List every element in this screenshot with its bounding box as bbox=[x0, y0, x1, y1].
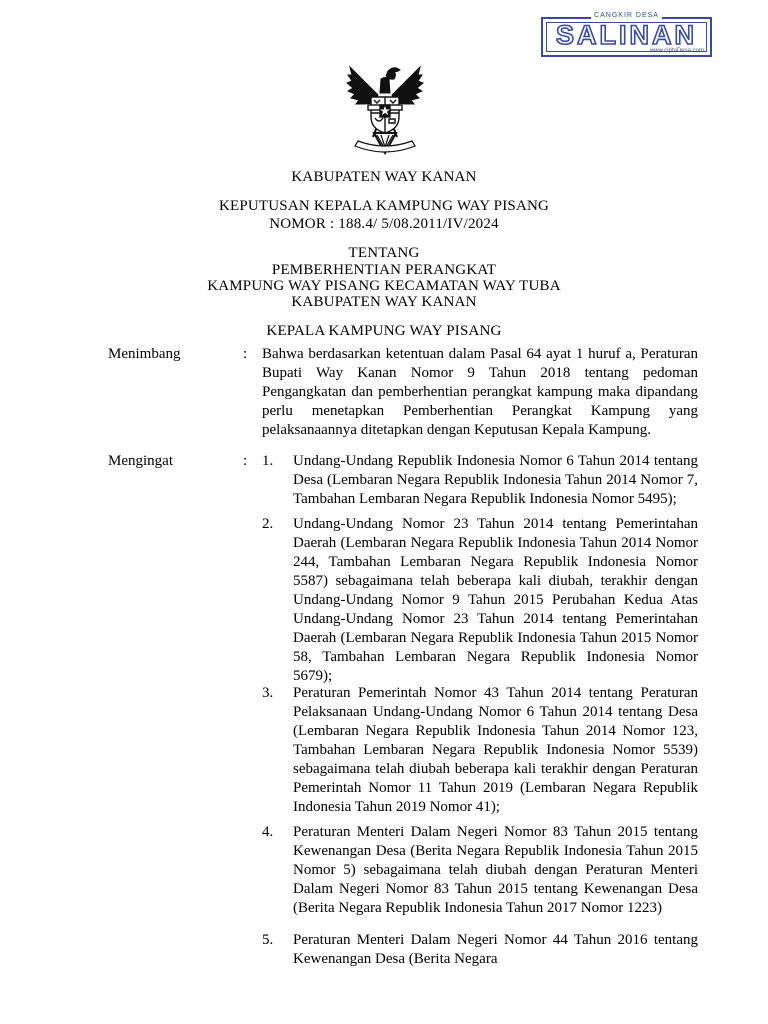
list-item: Peraturan Menteri Dalam Negeri Nomor 44 Tahun 2016 tentang Kewenangan Desa (Berita Negara bbox=[293, 932, 698, 967]
list-item: Undang-Undang Republik Indonesia Nomor 6 Tahun 2014 tentang Desa (Lembaran Negara Republik Indonesia Tahun 2014 Nomor 7, Tambahan Lembaran Negara Republik Indonesia Nomor 5495); bbox=[293, 453, 698, 507]
subject-line-1: PEMBERHENTIAN PERANGKAT bbox=[271, 262, 497, 278]
list-item: Peraturan Menteri Dalam Negeri Nomor 83 Tahun 2015 tentang Kewenangan Desa (Berita Negara Republik Indonesia Tahun 2015 Nomor 5) sebagaimana telah diubah dengan Peraturan Menteri Dalam Negeri Nomor 83 Tahun 2015 tentang Kewenangan Desa (Berita Negara Republik Indonesia Tahun 2017 Nomor 1223) bbox=[293, 824, 698, 916]
list-item-number: 1. bbox=[262, 453, 274, 469]
regency-title: KABUPATEN WAY KANAN bbox=[291, 169, 477, 185]
list-item-number: 5. bbox=[262, 932, 274, 948]
subject-line-2: KAMPUNG WAY PISANG KECAMATAN WAY TUBA bbox=[207, 278, 561, 294]
list-item: Undang-Undang Nomor 23 Tahun 2014 tentang Pemerintahan Daerah (Lembaran Negara Republik Indonesia Tahun 2014 Nomor 244, Tambahan Lembaran Negara Republik Indonesia Nomor 5587) sebagaimana telah beberapa kali diubah, terakhir dengan Undang-Undang Nomor 9 Tahun 2015 Perubahan Kedua Atas Undang-Undang Nomor 23 Tahun 2014 tentang Pemerintahan Daerah (Lembaran Negara Republik Indonesia Tahun 2015 Nomor 58, Tambahan Lembaran Negara Republik Indonesia Nomor 5679); bbox=[293, 516, 698, 684]
subject-line-3: KABUPATEN WAY KANAN bbox=[291, 294, 477, 310]
stamp-top-text: CANGKIR DESA bbox=[591, 12, 662, 19]
menimbang-colon: : bbox=[243, 346, 248, 362]
decree-title: KEPUTUSAN KEPALA KAMPUNG WAY PISANG bbox=[218, 198, 550, 214]
menimbang-text: Bahwa berdasarkan ketentuan dalam Pasal 64 ayat 1 huruf a, Peraturan Bupati Way Kanan Nomor 9 Tahun 2018 tentang pedoman Pengangkatan dan pemberhentian perangkat kampung maka dipandang perlu menetapkan Pemberhentian Perangkat Kampung yang pelaksanaannya ditetapkan dengan Keputusan Kepala Kampung. bbox=[262, 346, 698, 438]
mengingat-label: Mengingat bbox=[108, 453, 173, 469]
about-heading: TENTANG bbox=[348, 245, 420, 261]
decree-number: NOMOR : 188.4/ 5/08.2011/IV/2024 bbox=[269, 216, 499, 232]
stamp-word: SALINAN bbox=[556, 20, 697, 50]
issuer-title: KEPALA KAMPUNG WAY PISANG bbox=[266, 323, 502, 339]
salinan-stamp bbox=[541, 12, 712, 57]
garuda-emblem-icon bbox=[344, 61, 426, 159]
list-item: Peraturan Pemerintah Nomor 43 Tahun 2014 tentang Peraturan Pelaksanaan Undang-Undang Nomor 6 Tahun 2014 tentang Desa (Lembaran Negara Republik Indonesia Tahun 2014 Nomor 123, Tambahan Lembaran Negara Republik Indonesia Nomor 5539) sebagaimana telah diubah beberapa kali terakhir dengan Peraturan Pemerintah Nomor 11 Tahun 2019 (Lembaran Negara Republik Indonesia Tahun 2019 Nomor 41); bbox=[293, 685, 698, 815]
list-item-number: 3. bbox=[262, 685, 274, 701]
list-item-number: 4. bbox=[262, 824, 274, 840]
stamp-bottom-text: www.ciptaDesa.com bbox=[649, 48, 704, 54]
menimbang-label: Menimbang bbox=[108, 346, 181, 362]
list-item-number: 2. bbox=[262, 516, 274, 532]
mengingat-colon: : bbox=[243, 453, 248, 469]
